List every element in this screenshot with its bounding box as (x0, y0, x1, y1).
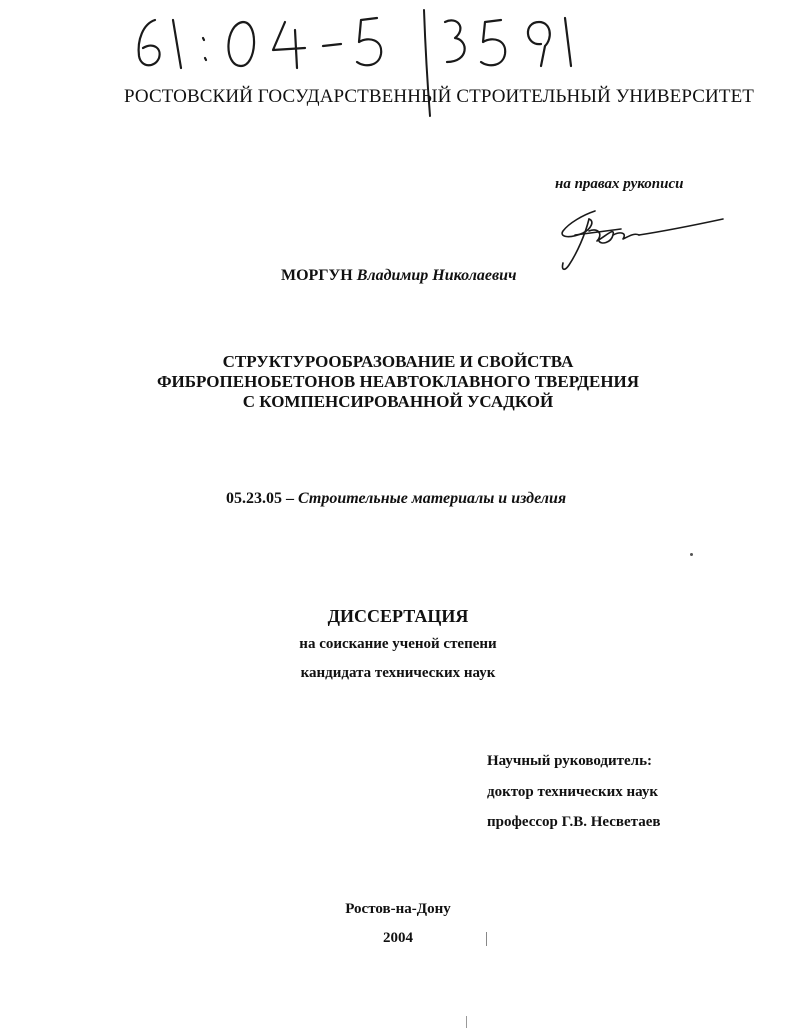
year: 2004 (383, 930, 413, 946)
specialty-code: 05.23.05 – (226, 490, 294, 507)
thesis-title-line: ФИБРОПЕНОБЕТОНОВ НЕАВТОКЛАВНОГО ТВЕРДЕНИЯ (156, 372, 640, 391)
author-name (281, 267, 516, 285)
city: Ростов-на-Дону (345, 901, 451, 917)
supervisor-degree: доктор технических наук (487, 784, 659, 800)
specialty-name: Строительные материалы и изделия (298, 490, 567, 507)
thesis-title-line: СТРУКТУРООБРАЗОВАНИЕ И СВОЙСТВА (222, 352, 574, 371)
dissertation-degree-line: кандидата технических наук (300, 665, 496, 681)
author-given-names: Владимир Николаевич (356, 267, 517, 284)
university-name: РОСТОВСКИЙ ГОСУДАРСТВЕННЫЙ СТРОИТЕЛЬНЫЙ УНИВЕРСИТЕТ (124, 86, 754, 107)
supervisor-label: Научный руководитель: (487, 753, 652, 769)
author-signature (555, 205, 725, 280)
scan-speck (690, 553, 693, 556)
supervisor-name: профессор Г.В. Несветаев (487, 814, 661, 830)
author-surname: МОРГУН (281, 267, 353, 284)
dissertation-heading: ДИССЕРТАЦИЯ (327, 606, 469, 626)
specialty (226, 490, 566, 508)
thesis-title-line: С КОМПЕНСИРОВАННОЙ УСАДКОЙ (242, 392, 554, 411)
scan-speck (486, 932, 487, 946)
manuscript-rights-note: на правах рукописи (555, 176, 684, 192)
dissertation-purpose-line: на соискание ученой степени (299, 636, 497, 652)
scan-speck (466, 1016, 467, 1028)
handwritten-catalog-number (125, 8, 595, 78)
